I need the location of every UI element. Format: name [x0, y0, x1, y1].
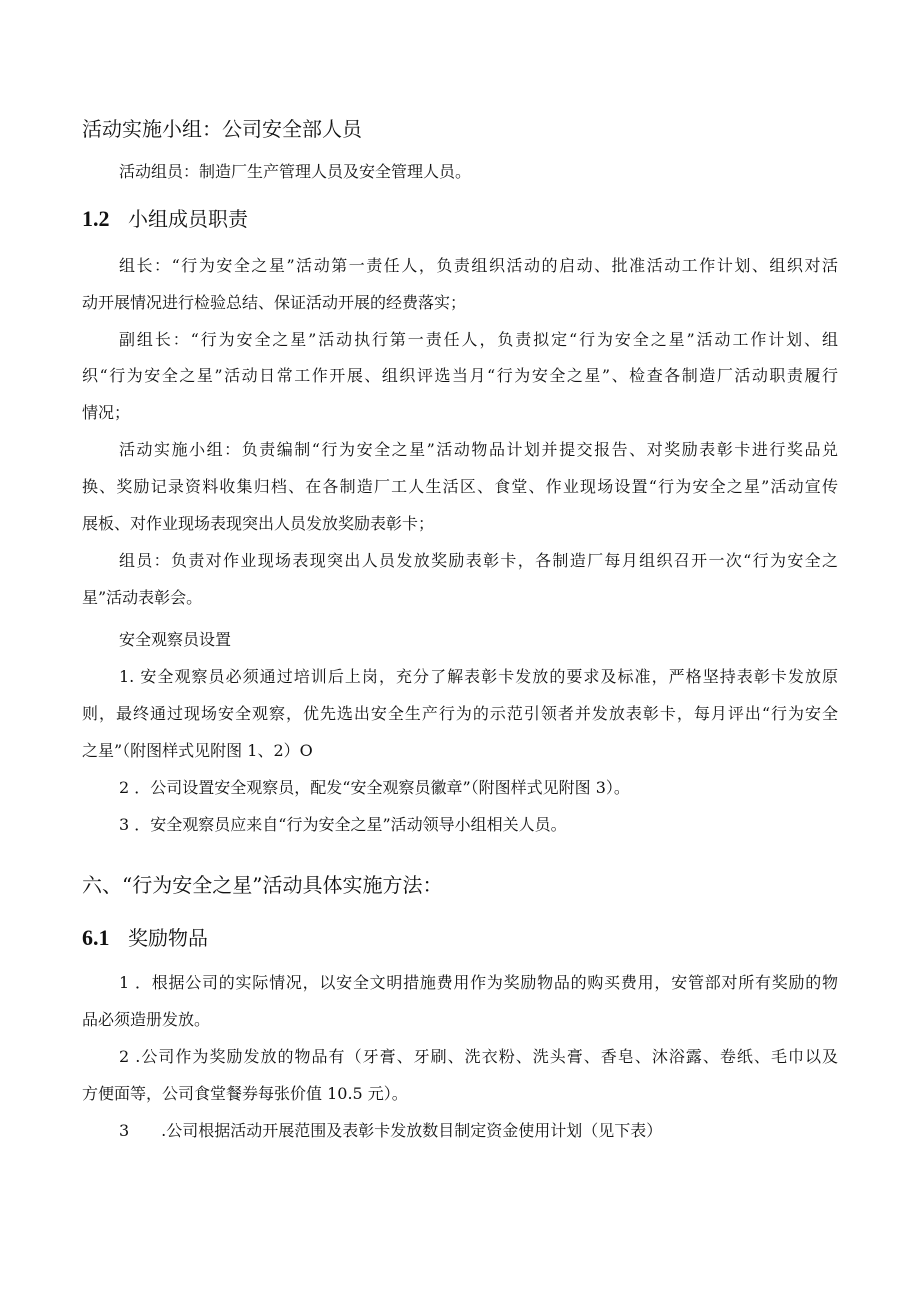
- paragraph-reward-2-line-1: 2 .公司作为奖励发放的物品有（牙膏、牙刷、洗衣粉、洗头膏、香皂、沐浴露、卷纸、毛巾以及: [119, 1047, 838, 1066]
- paragraph-impl-line-3: 展板、对作业现场表现突出人员发放奖励表彰卡；: [82, 514, 435, 533]
- paragraph-observer-1-line-2: 则，最终通过现场安全观察，优先选出安全生产行为的示范引领者并发放表彰卡，每月评出“行为安全: [82, 704, 838, 723]
- section-heading-six: 六、“行为安全之星”活动具体实施方法：: [82, 873, 443, 897]
- heading-number: 1.2: [82, 206, 110, 231]
- heading-text: 小组成员职责: [128, 207, 248, 231]
- subheading-observer-setup: 安全观察员设置: [119, 630, 232, 649]
- paragraph-observer-2: 2 ．公司设置安全观察员，配发“安全观察员徽章”（附图样式见附图 3）。: [119, 778, 630, 797]
- paragraph-observer-1-line-1: 1. 安全观察员必须通过培训后上岗，充分了解表彰卡发放的要求及标准，严格坚持表彰卡发放原: [119, 667, 838, 686]
- paragraph-leader-line-1: 组长：“行为安全之星”活动第一责任人，负责组织活动的启动、批准活动工作计划、组织对活: [119, 256, 838, 275]
- paragraph-reward-1-line-2: 品必须造册发放。: [82, 1010, 211, 1029]
- paragraph-reward-3: 3 .公司根据活动开展范围及表彰卡发放数目制定资金使用计划（见下表）: [119, 1121, 663, 1140]
- paragraph-deputy-line-3: 情况；: [82, 403, 131, 422]
- paragraph-leader-line-2: 动开展情况进行检验总结、保证活动开展的经费落实；: [82, 293, 467, 312]
- heading-1-2: [82, 206, 248, 232]
- heading-number: 6.1: [82, 925, 110, 950]
- paragraph-reward-2-line-2: 方便面等，公司食堂餐券每张价值 10.5 元）。: [82, 1084, 408, 1103]
- paragraph-deputy-line-2: 织“行为安全之星”活动日常工作开展、组织评选当月“行为安全之星”、检查各制造厂活动职责履行: [82, 366, 838, 385]
- paragraph-deputy-line-1: 副组长：“行为安全之星”活动执行第一责任人，负责拟定“行为安全之星”活动工作计划、组: [119, 330, 838, 349]
- paragraph-reward-1-line-1: 1 ．根据公司的实际情况，以安全文明措施费用作为奖励物品的购买费用，安管部对所有奖励的物: [119, 973, 838, 992]
- heading-text: 奖励物品: [128, 926, 208, 950]
- heading-6-1: [82, 925, 208, 951]
- paragraph-impl-line-1: 活动实施小组：负责编制“行为安全之星”活动物品计划并提交报告、对奖励表彰卡进行奖品兑: [119, 440, 838, 459]
- paragraph-impl-line-2: 换、奖励记录资料收集归档、在各制造厂工人生活区、食堂、作业现场设置“行为安全之星”活动宣传: [82, 477, 838, 496]
- paragraph-group-members: 活动组员：制造厂生产管理人员及安全管理人员。: [119, 162, 472, 181]
- paragraph-member-line-2: 星”活动表彰会。: [82, 588, 203, 607]
- paragraph-member-line-1: 组员：负责对作业现场表现突出人员发放奖励表彰卡，各制造厂每月组织召开一次“行为安全之: [119, 551, 838, 570]
- section-heading-implementation-group: 活动实施小组：公司安全部人员: [82, 117, 362, 141]
- paragraph-observer-1-line-3: 之星”（附图样式见附图 1、2）O: [82, 741, 313, 760]
- paragraph-observer-3: 3 ．安全观察员应来自“行为安全之星”活动领导小组相关人员。: [119, 815, 567, 834]
